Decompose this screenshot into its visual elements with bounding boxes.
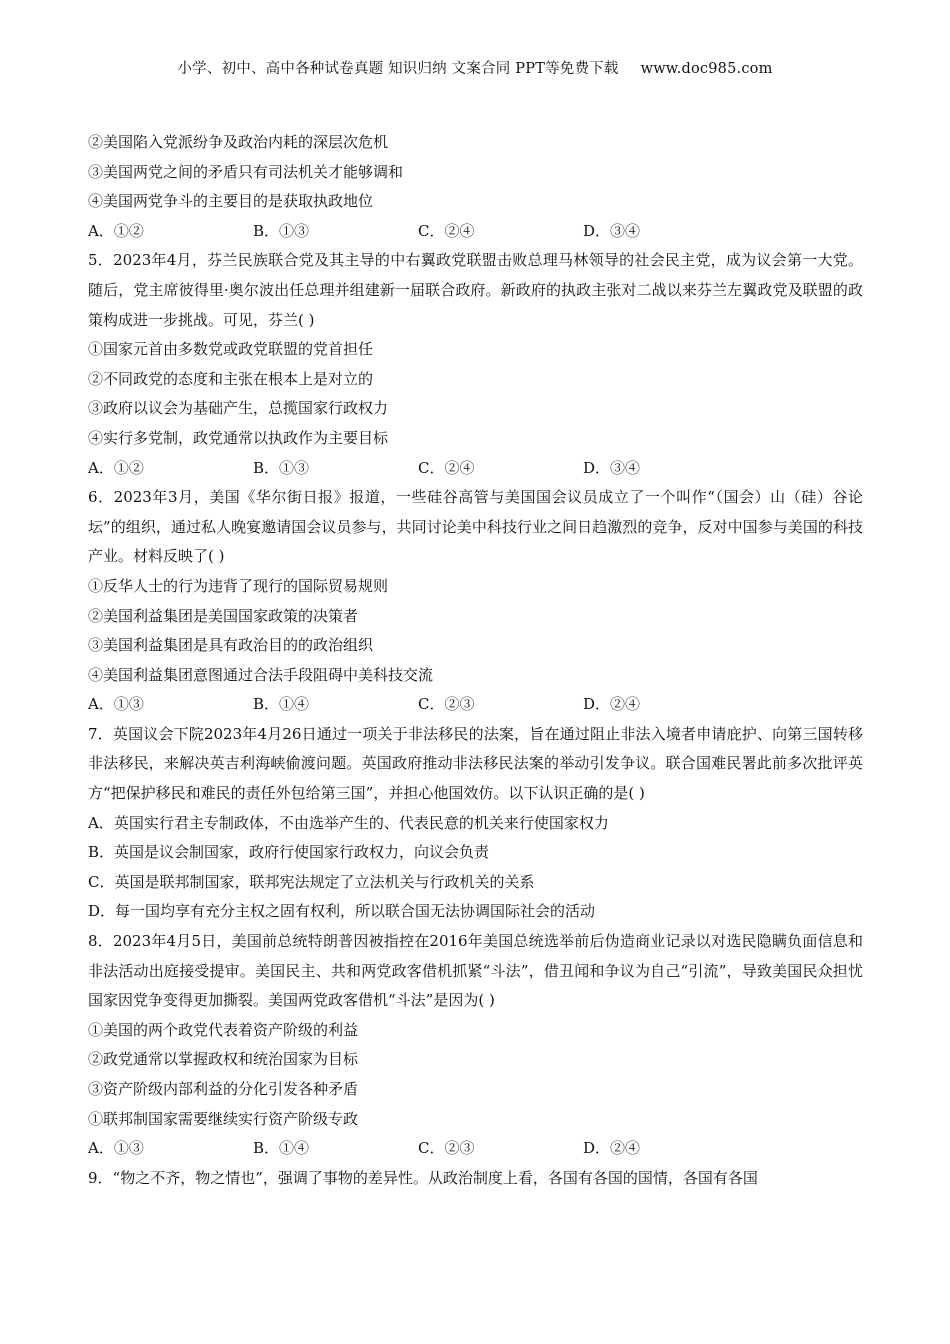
- option-item: ①联邦制国家需要继续实行资产阶级专政: [88, 1109, 359, 1128]
- option-item: ④美国利益集团意图通过合法手段阻碍中美科技交流: [88, 665, 434, 684]
- question-7: [88, 720, 863, 927]
- question-8: [88, 927, 863, 1164]
- option-item: ③美国两党之间的矛盾只有司法机关才能够调和: [88, 162, 404, 181]
- option-item: ②美国利益集团是美国国家政策的决策者: [88, 606, 359, 625]
- option-item: ①美国的两个政党代表着资产阶级的利益: [88, 1020, 359, 1039]
- answer-choice: D．每一国均享有充分主权之固有权利，所以联合国无法协调国际社会的活动: [88, 902, 596, 921]
- header-text: 小学、初中、高中各种试卷真题 知识归纳 文案合同 PPT等免费下载: [177, 61, 619, 77]
- choice-d: D．③④: [583, 221, 641, 240]
- choice-c: C．②③: [418, 1139, 475, 1158]
- question-stem: 7．英国议会下院2023年4月26日通过一项关于非法移民的法案，旨在通过阻止非法入境者申请庇护、向第三国转移非法移民，来解决英吉利海峡偷渡问题。英国政府推动非法移民法案的举动引发争议。联合国难民署此前多次批评英方“把保护移民和难民的责任外包给第三国”，并担心他国效仿。以下认识正确的是( ): [88, 724, 863, 803]
- option-item: ③美国利益集团是具有政治目的的政治组织: [88, 636, 374, 655]
- choice-b: B．①③: [253, 221, 310, 240]
- choice-c: C．②④: [418, 458, 475, 477]
- choice-b: B．①③: [253, 458, 310, 477]
- choice-a: A．①②: [88, 221, 144, 240]
- answer-choices: [88, 454, 863, 484]
- answer-choices: [88, 690, 863, 720]
- answer-choice: B．英国是议会制国家，政府行使国家行政权力，向议会负责: [88, 843, 490, 862]
- question-4-tail: [88, 128, 863, 246]
- answer-choices: [88, 217, 863, 247]
- exam-content: [88, 128, 863, 1193]
- choice-b: B．①④: [253, 695, 310, 714]
- question-stem: 6．2023年3月，美国《华尔街日报》报道，一些硅谷高管与美国国会议员成立了一个叫作“（国会）山（硅）谷论坛”的组织，通过私人晚宴邀请国会议员参与，共同讨论美中科技行业之间日趋激烈的竞争，反对中国参与美国的科技产业。材料反映了( ): [88, 488, 863, 566]
- header-site-link[interactable]: www.doc985.com: [640, 61, 773, 77]
- option-item: ①反华人士的行为违背了现行的国际贸易规则: [88, 576, 389, 595]
- question-6: [88, 483, 863, 720]
- choice-a: A．①②: [88, 458, 144, 477]
- option-item: ②政党通常以掌握政权和统治国家为目标: [88, 1050, 359, 1069]
- choice-a: A．①③: [88, 1139, 144, 1158]
- option-item: ②不同政党的态度和主张在根本上是对立的: [88, 369, 374, 388]
- option-item: ③政府以议会为基础产生，总揽国家行政权力: [88, 399, 389, 418]
- option-item: ①国家元首由多数党或政党联盟的党首担任: [88, 340, 374, 359]
- page-header: [0, 57, 950, 78]
- option-item: ④美国两党争斗的主要目的是获取执政地位: [88, 192, 374, 211]
- choice-d: D．③④: [583, 458, 641, 477]
- question-5: [88, 246, 863, 483]
- question-stem: 5．2023年4月，芬兰民族联合党及其主导的中右翼政党联盟击败总理马林领导的社会民主党，成为议会第一大党。随后，党主席彼得里·奥尔波出任总理并组建新一届联合政府。新政府的执政主张对二战以来芬兰左翼政党及联盟的政策构成进一步挑战。可见，芬兰( ): [88, 251, 863, 329]
- choice-c: C．②④: [418, 221, 475, 240]
- answer-choices: [88, 1134, 863, 1164]
- question-stem: 9．“物之不齐，物之情也”，强调了事物的差异性。从政治制度上看，各国有各国的国情，各国有各国: [88, 1168, 758, 1187]
- choice-d: D．②④: [583, 1139, 641, 1158]
- question-9: [88, 1164, 863, 1194]
- answer-choice: A．英国实行君主专制政体，不由选举产生的、代表民意的机关来行使国家权力: [88, 813, 609, 832]
- choice-d: D．②④: [583, 695, 641, 714]
- question-stem: 8．2023年4月5日，美国前总统特朗普因被指控在2016年美国总统选举前后伪造商业记录以对选民隐瞒负面信息和非法活动出庭接受提审。美国民主、共和两党政客借机抓紧“斗法”，借丑闻和争议为自己“引流”，导致美国民众担忧国家因党争变得更加撕裂。美国两党政客借机“斗法”是因为( ): [88, 932, 863, 1010]
- option-item: ④实行多党制，政党通常以执政作为主要目标: [88, 428, 389, 447]
- choice-b: B．①④: [253, 1139, 310, 1158]
- choice-a: A．①③: [88, 695, 144, 714]
- option-item: ②美国陷入党派纷争及政治内耗的深层次危机: [88, 133, 389, 151]
- answer-choice: C．英国是联邦制国家，联邦宪法规定了立法机关与行政机关的关系: [88, 872, 535, 891]
- option-item: ③资产阶级内部利益的分化引发各种矛盾: [88, 1080, 359, 1098]
- choice-c: C．②③: [418, 695, 475, 714]
